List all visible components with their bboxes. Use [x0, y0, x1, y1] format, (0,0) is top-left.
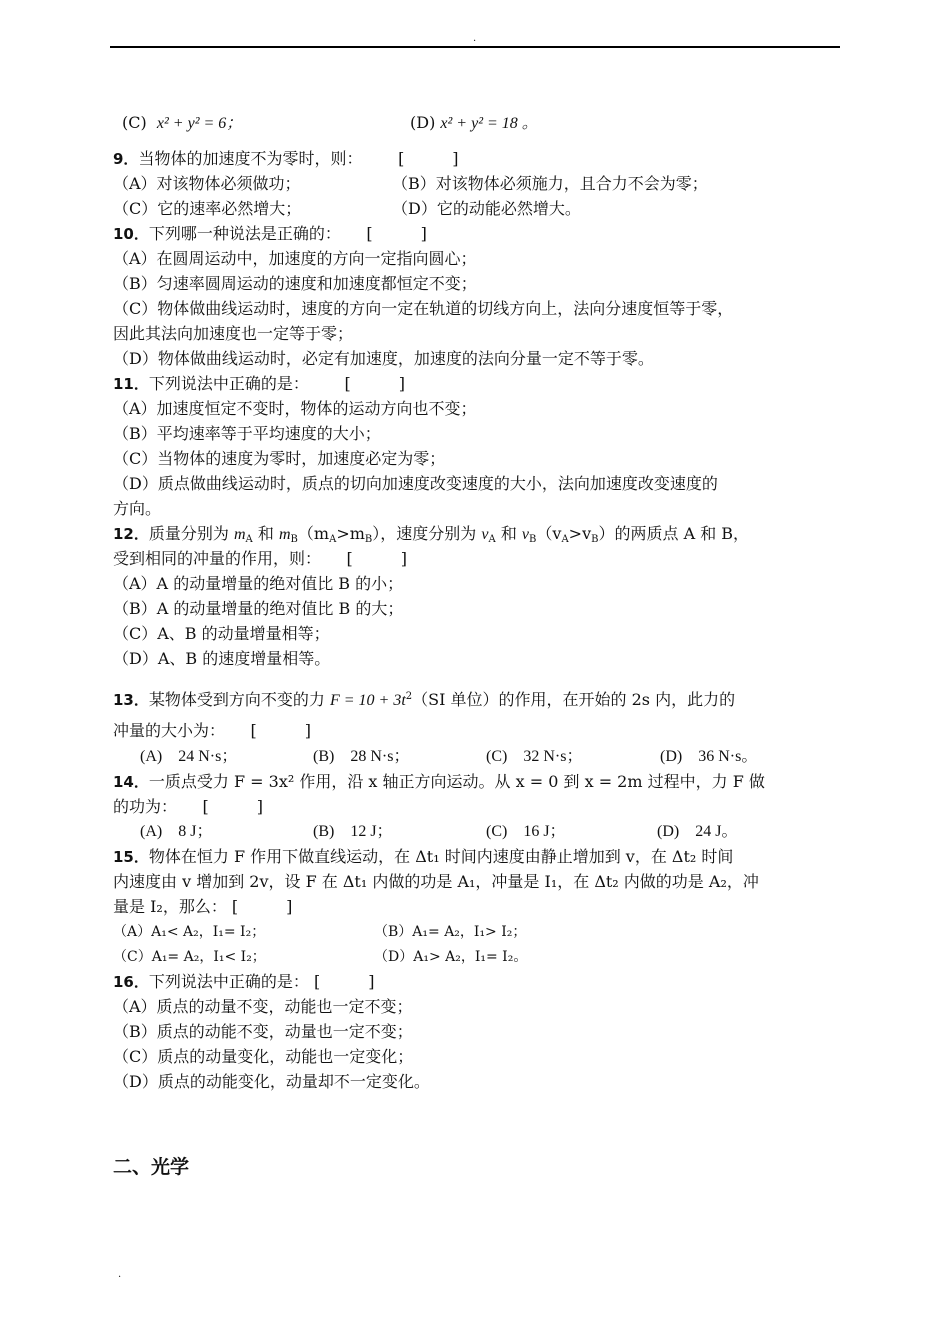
header-rule — [110, 46, 840, 48]
q9-option-d: （D）它的动能必然增大。 — [392, 199, 581, 218]
q12-option-d: （D）A、B 的速度增量相等。 — [113, 649, 331, 668]
q15-option-c: （C）A₁= A₂，I₁< I₂； — [113, 949, 266, 965]
q15-option-d: （D）A₁> A₂，I₁= I₂。 — [374, 949, 528, 965]
q11-option-d-line2: 方向。 — [113, 499, 162, 518]
q10-option-c-line2: 因此其法向加速度也一定等于零； — [113, 324, 354, 343]
q11-option-c: （C）当物体的速度为零时，加速度必定为零； — [113, 449, 446, 468]
question-13-line2: 冲量的大小为： [ ] — [113, 721, 311, 740]
question-12-line2: 受到相同的冲量的作用，则： [ ] — [113, 549, 407, 568]
question-16: 16．下列说法中正确的是： [ ] — [113, 972, 375, 991]
q16-option-d: （D）质点的动能变化，动量却不一定变化。 — [113, 1072, 430, 1091]
q16-option-b: （B）质点的动能不变，动量也一定不变； — [113, 1022, 413, 1041]
question-14-line1: 14．一质点受力 F = 3x² 作用，沿 x 轴正方向运动。从 x = 0 到 x = 2m 过程中，力 F 做 — [113, 772, 765, 791]
question-15-line1: 15．物体在恒力 F 作用下做直线运动，在 Δt₁ 时间内速度由静止增加到 v，在 Δt₂ 时间 — [113, 847, 734, 866]
q12-option-c: （C）A、B 的动量增量相等； — [113, 624, 330, 643]
q13-option-b: (B) 28 N·s； — [313, 748, 410, 765]
question-15-line2: 内速度由 v 增加到 2v，设 F 在 Δt₁ 内做的功是 A₁，冲量是 I₁，在 Δt₂ 内做的功是 A₂，冲 — [113, 872, 759, 891]
option-d-top: (D) x² + y² = 18 。 — [410, 113, 538, 132]
q13-option-c: (C) 32 N·s； — [486, 748, 583, 765]
header-mark: . — [473, 33, 477, 44]
q10-option-b: （B）匀速率圆周运动的速度和加速度都恒定不变； — [113, 274, 477, 293]
question-12-line1: 12．质量分别为 $m_A$ 和 $m_B(m_A>m_B)$，速度分别为 $v_A$ 和 $v_B(v_A>v_B)$的两质点 A 和 B， — [113, 524, 750, 545]
q11-option-b: （B）平均速率等于平均速度的大小； — [113, 424, 381, 443]
question-14-line2: 的功为： [ ] — [113, 797, 263, 816]
question-13-line1: 13．某物体受到方向不变的力 $F = 10 + 3t^2(SI$ 单位）的作用，在开始的 2s 内，此力的 — [113, 690, 736, 709]
q16-option-c: （C）质点的动量变化，动能也一定变化； — [113, 1047, 414, 1066]
q9-option-b: （B）对该物体必须施力，且合力不会为零； — [392, 174, 708, 193]
q16-option-a: （A）质点的动量不变，动能也一定不变； — [113, 997, 413, 1016]
footer-mark: . — [118, 1269, 122, 1280]
q10-option-c-line1: （C）物体做曲线运动时，速度的方向一定在轨道的切线方向上，法向分速度恒等于零， — [113, 299, 734, 318]
q11-option-d-line1: （D）质点做曲线运动时，质点的切向加速度改变速度的大小，法向加速度改变速度的 — [113, 474, 718, 493]
q12-option-b: （B）A 的动量增量的绝对值比 B 的大； — [113, 599, 404, 618]
q14-option-b: (B) 12 J； — [313, 823, 393, 840]
q12-option-a: （A）A 的动量增量的绝对值比 B 的小； — [113, 574, 404, 593]
question-11: 11．下列说法中正确的是： [ ] — [113, 374, 405, 393]
q13-option-d: (D) 36 N·s。 — [660, 748, 758, 765]
q9-option-a: （A）对该物体必须做功； — [113, 174, 301, 193]
question-9: 9．当物体的加速度不为零时，则： [ ] — [113, 149, 459, 168]
q10-option-a: （A）在圆周运动中，加速度的方向一定指向圆心； — [113, 249, 477, 268]
q14-option-d: (D) 24 J。 — [657, 823, 738, 840]
option-c-top: (C) x² + y² = 6； — [122, 113, 243, 132]
question-10: 10．下列哪一种说法是正确的： [ ] — [113, 224, 427, 243]
section-title: 二、光学 — [113, 1156, 190, 1178]
q13-option-a: (A) 24 N·s； — [140, 748, 238, 765]
question-15-line3: 量是 I₂，那么： [ ] — [113, 897, 293, 916]
q15-option-a: （A）A₁< A₂，I₁= I₂； — [113, 924, 266, 940]
q9-option-c: （C）它的速率必然增大； — [113, 199, 302, 218]
q14-option-c: (C) 16 J； — [486, 823, 566, 840]
q11-option-a: （A）加速度恒定不变时，物体的运动方向也不变； — [113, 399, 477, 418]
q10-option-d: （D）物体做曲线运动时，必定有加速度，加速度的法向分量一定不等于零。 — [113, 349, 654, 368]
q15-option-b: （B）A₁= A₂，I₁> I₂； — [374, 924, 527, 940]
q14-option-a: (A) 8 J； — [140, 823, 213, 840]
